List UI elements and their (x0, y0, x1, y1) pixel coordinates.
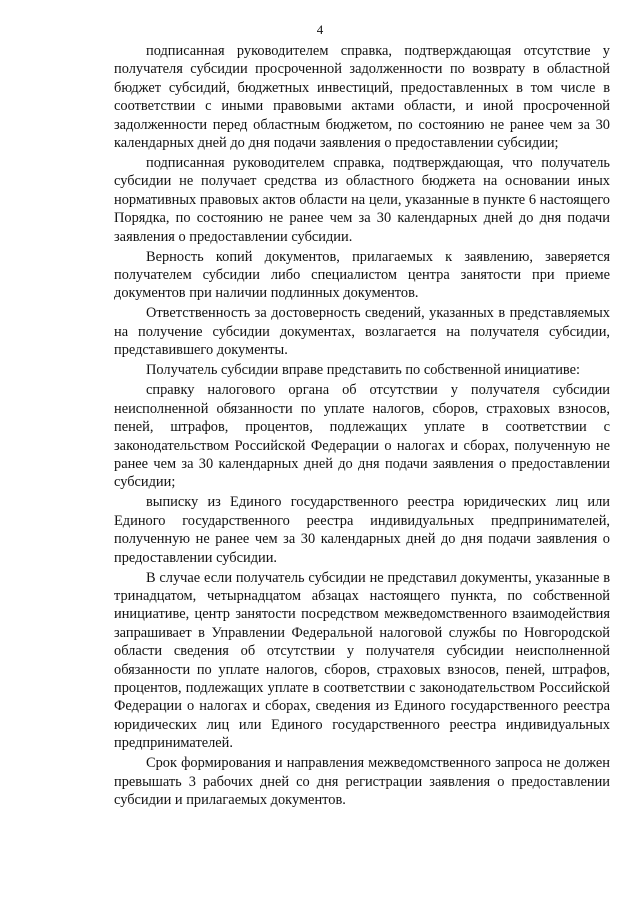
paragraph-no-funds-certificate: подписанная руководителем справка, подтверждающая, что получатель субсидии не получает средства из областного бюджета на основании иных нормативных правовых актов области на цели, указанные в пункте 6 настоящего Порядка, по состоянию не ранее чем за 30 календарных дней до дня подачи заявления о предоставлении субсидии. (114, 155, 610, 245)
paragraph-tax-certificate: справку налогового органа об отсутствии у получателя субсидии неисполненной обязанности по уплате налогов, сборов, страховых взносов, пеней, штрафов, процентов, подлежащих уплате в соответствии с законодательством Российской Федерации о налогах и сборах, полученную не ранее чем за 30 календарных дней до дня подачи заявления о предоставлении субсидии; (114, 382, 610, 491)
paragraph-responsibility: Ответственность за достоверность сведений, указанных в представляемых на получение субсидии документах, возлагается на получателя субсидии, представившего документы. (114, 305, 610, 359)
paragraph-debt-certificate: подписанная руководителем справка, подтверждающая отсутствие у получателя субсидии просроченной задолженности по возврату в областной бюджет субсидий, бюджетных инвестиций, предоставленных в том числе в соответствии с иными правовыми актами области, и иной просроченной задолженности перед областным бюджетом, по состоянию не ранее чем за 30 календарных дней до дня подачи заявления о предоставлении субсидии; (114, 43, 610, 152)
paragraph-registry-extract: выписку из Единого государственного реестра юридических лиц или Единого государственного реестра индивидуальных предпринимателей, полученную не ранее чем за 30 календарных дней до дня подачи заявления о предоставлении субсидии. (114, 494, 610, 566)
page-number: 4 (316, 22, 324, 37)
document-body (114, 42, 610, 809)
paragraph-copies-verification: Верность копий документов, прилагаемых к заявлению, заверяется получателем субсидии либо специалистом центра занятости при приеме документов при наличии подлинных документов. (114, 248, 610, 302)
paragraph-interagency-request: В случае если получатель субсидии не представил документы, указанные в тринадцатом, четырнадцатом абзацах настоящего пункта, по собственной инициативе, центр занятости посредством межведомственного взаимодействия запрашивает в Управлении Федеральной налоговой службы по Новгородской области сведения об отсутствии у получателя субсидии неисполненной обязанности по уплате налогов, сборов, страховых взносов, пеней, штрафов, процентов, подлежащих уплате в соответствии с законодательством Российской Федерации о налогах и сборах, сведения из Единого государственного реестра юридических лиц или Единого государственного реестра индивидуальных предпринимателей. (114, 569, 610, 752)
paragraph-own-initiative: Получатель субсидии вправе представить по собственной инициативе: (146, 362, 581, 379)
paragraph-request-deadline: Срок формирования и направления межведомственного запроса не должен превышать 3 рабочих дней со дня регистрации заявления о предоставлении субсидии и прилагаемых документов. (114, 755, 610, 808)
